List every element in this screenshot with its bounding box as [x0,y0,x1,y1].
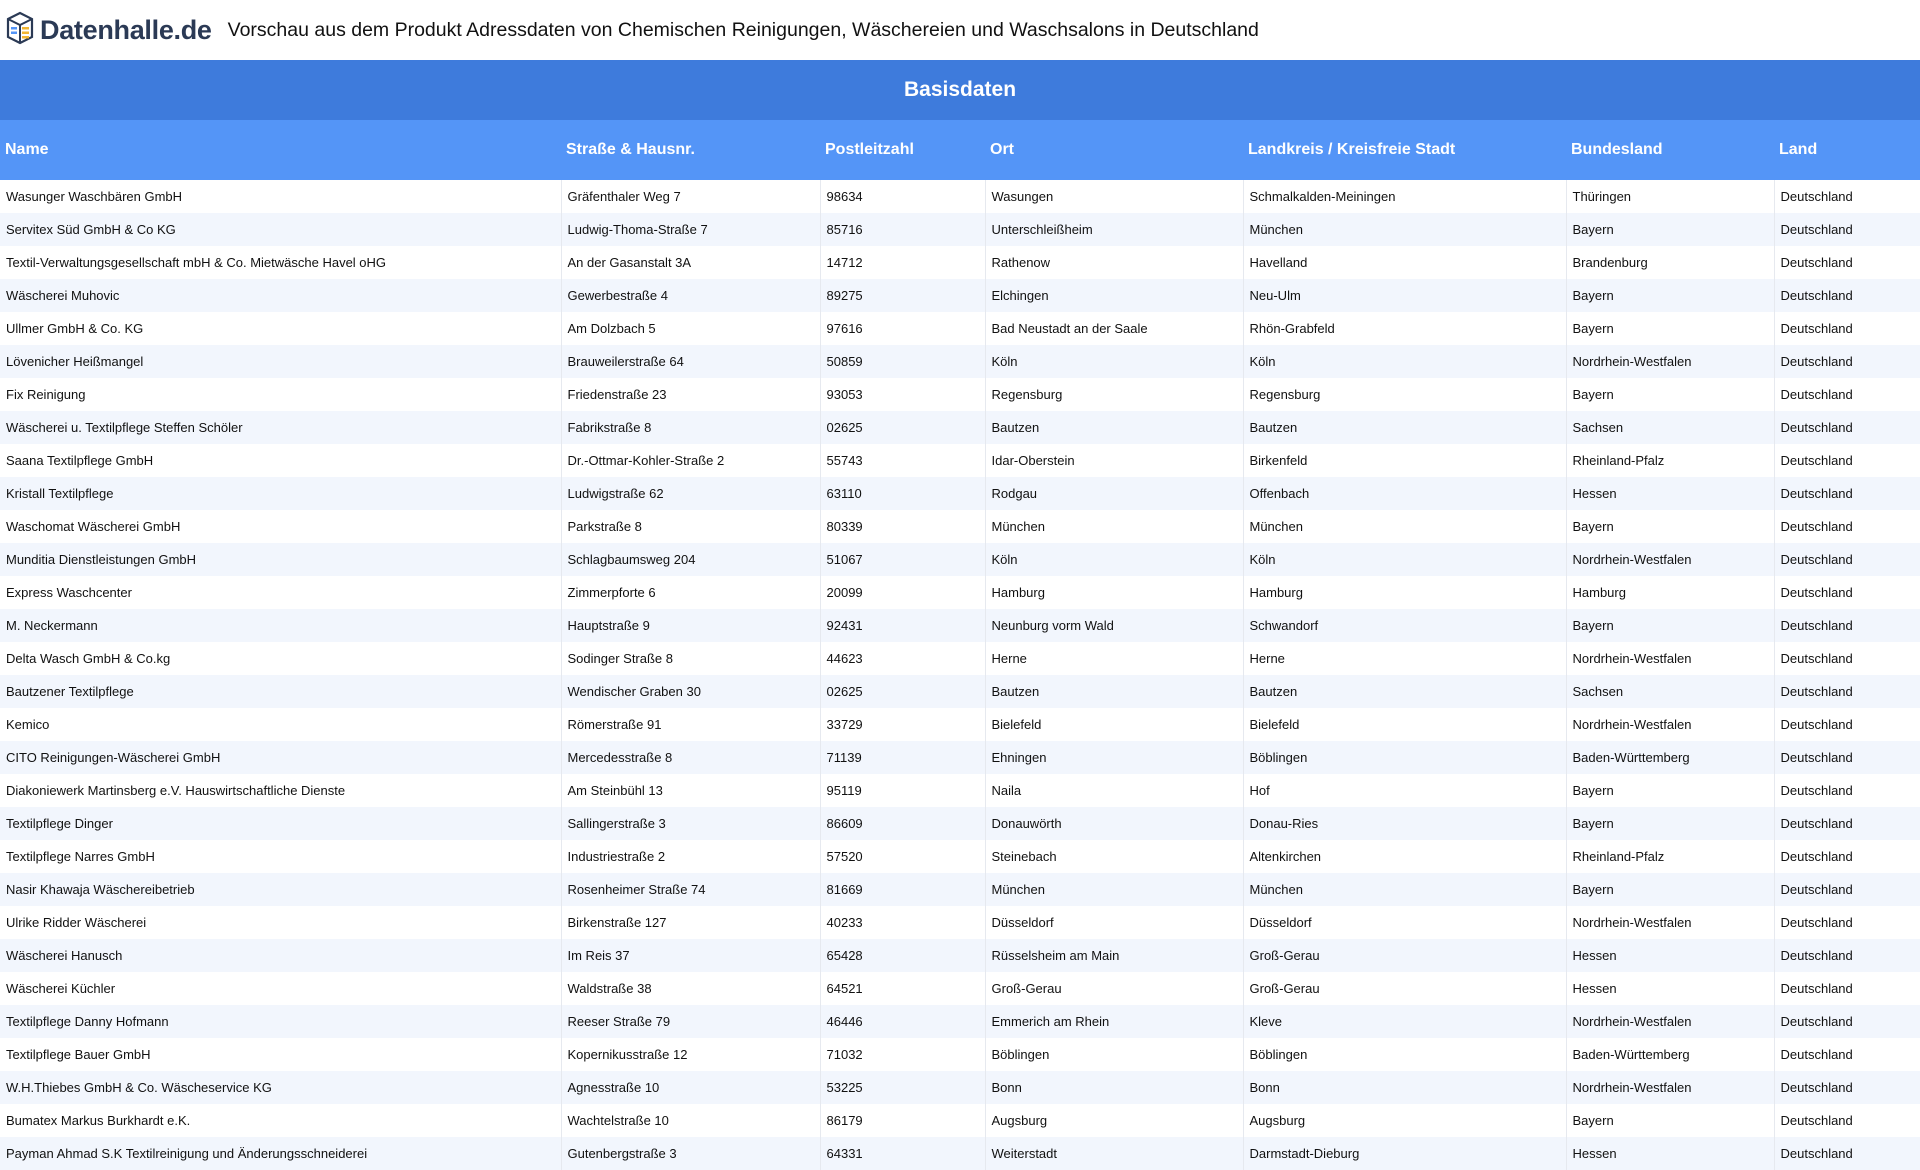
cell-country: Deutschland [1774,477,1920,510]
table-row [0,246,1920,279]
cell-postal-code: 71139 [820,741,985,774]
cell-name: Fix Reinigung [0,378,561,411]
cell-street: Wachtelstraße 10 [561,1104,820,1137]
cell-state: Nordrhein-Westfalen [1566,543,1774,576]
column-header-postal-code[interactable]: Postleitzahl [820,120,985,180]
table-row [0,609,1920,642]
cell-country: Deutschland [1774,873,1920,906]
table-row [0,741,1920,774]
cell-country: Deutschland [1774,378,1920,411]
cell-state: Nordrhein-Westfalen [1566,642,1774,675]
top-bar [0,0,1920,60]
cell-state: Sachsen [1566,675,1774,708]
cell-postal-code: 53225 [820,1071,985,1104]
table-row [0,345,1920,378]
cell-state: Thüringen [1566,180,1774,213]
cell-state: Sachsen [1566,411,1774,444]
cell-name: Lövenicher Heißmangel [0,345,561,378]
cell-name: CITO Reinigungen-Wäscherei GmbH [0,741,561,774]
cell-state: Rheinland-Pfalz [1566,840,1774,873]
cell-state: Hessen [1566,1137,1774,1170]
cell-country: Deutschland [1774,807,1920,840]
cell-street: Waldstraße 38 [561,972,820,1005]
cell-name: Bumatex Markus Burkhardt e.K. [0,1104,561,1137]
column-header-state[interactable]: Bundesland [1566,120,1774,180]
cell-city: München [985,510,1243,543]
cell-country: Deutschland [1774,774,1920,807]
cell-state: Bayern [1566,609,1774,642]
cell-district: Altenkirchen [1243,840,1566,873]
cell-city: Elchingen [985,279,1243,312]
cell-postal-code: 98634 [820,180,985,213]
cell-state: Bayern [1566,807,1774,840]
cell-name: Diakoniewerk Martinsberg e.V. Hauswirtschaftliche Dienste [0,774,561,807]
table-row [0,873,1920,906]
cell-country: Deutschland [1774,246,1920,279]
table-row [0,774,1920,807]
cell-state: Brandenburg [1566,246,1774,279]
table-row [0,378,1920,411]
cell-street: Gräfenthaler Weg 7 [561,180,820,213]
cell-street: Kopernikusstraße 12 [561,1038,820,1071]
table-row [0,180,1920,213]
cell-city: München [985,873,1243,906]
cell-state: Baden-Württemberg [1566,741,1774,774]
cell-street: Ludwig-Thoma-Straße 7 [561,213,820,246]
cell-postal-code: 86179 [820,1104,985,1137]
cell-country: Deutschland [1774,741,1920,774]
cell-city: Rüsselsheim am Main [985,939,1243,972]
cell-street: Mercedesstraße 8 [561,741,820,774]
cell-postal-code: 63110 [820,477,985,510]
cell-city: Groß-Gerau [985,972,1243,1005]
cell-country: Deutschland [1774,312,1920,345]
cell-postal-code: 14712 [820,246,985,279]
cell-postal-code: 65428 [820,939,985,972]
cell-postal-code: 02625 [820,675,985,708]
cell-postal-code: 51067 [820,543,985,576]
cell-state: Hamburg [1566,576,1774,609]
cell-name: Servitex Süd GmbH & Co KG [0,213,561,246]
cell-street: Sodinger Straße 8 [561,642,820,675]
cell-district: Böblingen [1243,1038,1566,1071]
cell-state: Bayern [1566,1104,1774,1137]
cell-district: Köln [1243,345,1566,378]
cell-district: Havelland [1243,246,1566,279]
cell-street: Sallingerstraße 3 [561,807,820,840]
cell-name: Kristall Textilpflege [0,477,561,510]
cell-name: Wäscherei Muhovic [0,279,561,312]
cell-name: Textil-Verwaltungsgesellschaft mbH & Co. Mietwäsche Havel oHG [0,246,561,279]
database-icon [5,11,35,50]
cell-state: Bayern [1566,378,1774,411]
cell-city: Bielefeld [985,708,1243,741]
cell-street: Im Reis 37 [561,939,820,972]
cell-postal-code: 55743 [820,444,985,477]
cell-city: Neunburg vorm Wald [985,609,1243,642]
cell-country: Deutschland [1774,609,1920,642]
cell-name: Kemico [0,708,561,741]
cell-street: Friedenstraße 23 [561,378,820,411]
table-row [0,807,1920,840]
cell-country: Deutschland [1774,1005,1920,1038]
table-row [0,840,1920,873]
cell-district: München [1243,213,1566,246]
cell-state: Nordrhein-Westfalen [1566,906,1774,939]
table-row [0,939,1920,972]
cell-state: Bayern [1566,312,1774,345]
cell-district: Regensburg [1243,378,1566,411]
cell-state: Nordrhein-Westfalen [1566,345,1774,378]
cell-country: Deutschland [1774,1038,1920,1071]
table-row [0,1005,1920,1038]
cell-postal-code: 64331 [820,1137,985,1170]
cell-name: Delta Wasch GmbH & Co.kg [0,642,561,675]
cell-name: Saana Textilpflege GmbH [0,444,561,477]
cell-postal-code: 44623 [820,642,985,675]
cell-district: Groß-Gerau [1243,972,1566,1005]
cell-city: Augsburg [985,1104,1243,1137]
table-row [0,543,1920,576]
cell-state: Bayern [1566,279,1774,312]
table-row [0,411,1920,444]
cell-district: Düsseldorf [1243,906,1566,939]
cell-district: Bonn [1243,1071,1566,1104]
cell-country: Deutschland [1774,906,1920,939]
cell-street: Rosenheimer Straße 74 [561,873,820,906]
cell-country: Deutschland [1774,708,1920,741]
cell-district: Darmstadt-Dieburg [1243,1137,1566,1170]
cell-country: Deutschland [1774,543,1920,576]
cell-district: Kleve [1243,1005,1566,1038]
column-header-country[interactable]: Land [1774,120,1920,180]
cell-district: München [1243,510,1566,543]
cell-district: Bautzen [1243,675,1566,708]
cell-postal-code: 97616 [820,312,985,345]
cell-district: Schmalkalden-Meiningen [1243,180,1566,213]
cell-street: Schlagbaumsweg 204 [561,543,820,576]
cell-state: Hessen [1566,972,1774,1005]
cell-street: Römerstraße 91 [561,708,820,741]
cell-name: Textilpflege Dinger [0,807,561,840]
cell-street: Industriestraße 2 [561,840,820,873]
cell-street: Dr.-Ottmar-Kohler-Straße 2 [561,444,820,477]
cell-country: Deutschland [1774,411,1920,444]
cell-name: Textilpflege Narres GmbH [0,840,561,873]
cell-country: Deutschland [1774,939,1920,972]
table-row [0,1104,1920,1137]
cell-country: Deutschland [1774,972,1920,1005]
cell-postal-code: 57520 [820,840,985,873]
cell-state: Baden-Württemberg [1566,1038,1774,1071]
cell-country: Deutschland [1774,675,1920,708]
cell-district: Köln [1243,543,1566,576]
cell-street: Reeser Straße 79 [561,1005,820,1038]
cell-street: Am Steinbühl 13 [561,774,820,807]
cell-street: Birkenstraße 127 [561,906,820,939]
cell-country: Deutschland [1774,510,1920,543]
cell-postal-code: 89275 [820,279,985,312]
cell-postal-code: 85716 [820,213,985,246]
cell-district: Augsburg [1243,1104,1566,1137]
cell-state: Bayern [1566,510,1774,543]
cell-country: Deutschland [1774,279,1920,312]
cell-city: Donauwörth [985,807,1243,840]
cell-name: Wasunger Waschbären GmbH [0,180,561,213]
table-row [0,642,1920,675]
cell-city: Wasungen [985,180,1243,213]
cell-city: Naila [985,774,1243,807]
cell-street: Fabrikstraße 8 [561,411,820,444]
logo-text: Datenhalle.de [40,14,212,45]
cell-postal-code: 71032 [820,1038,985,1071]
column-header-name[interactable]: Name [0,120,561,180]
table-row [0,1137,1920,1170]
cell-city: Bautzen [985,675,1243,708]
cell-country: Deutschland [1774,444,1920,477]
cell-country: Deutschland [1774,213,1920,246]
cell-name: Munditia Dienstleistungen GmbH [0,543,561,576]
table-row [0,312,1920,345]
cell-state: Rheinland-Pfalz [1566,444,1774,477]
cell-street: Ludwigstraße 62 [561,477,820,510]
cell-district: München [1243,873,1566,906]
cell-city: Bad Neustadt an der Saale [985,312,1243,345]
cell-city: Unterschleißheim [985,213,1243,246]
cell-district: Bautzen [1243,411,1566,444]
cell-street: An der Gasanstalt 3A [561,246,820,279]
table-row [0,675,1920,708]
table-row [0,477,1920,510]
cell-city: Hamburg [985,576,1243,609]
table-row [0,510,1920,543]
cell-name: Wäscherei u. Textilpflege Steffen Schöler [0,411,561,444]
cell-street: Parkstraße 8 [561,510,820,543]
cell-state: Nordrhein-Westfalen [1566,708,1774,741]
cell-street: Agnesstraße 10 [561,1071,820,1104]
table-row [0,708,1920,741]
cell-postal-code: 81669 [820,873,985,906]
cell-country: Deutschland [1774,1071,1920,1104]
table-row [0,1071,1920,1104]
group-header: Basisdaten [0,60,1920,120]
cell-postal-code: 92431 [820,609,985,642]
cell-district: Donau-Ries [1243,807,1566,840]
cell-name: Textilpflege Danny Hofmann [0,1005,561,1038]
cell-postal-code: 50859 [820,345,985,378]
cell-postal-code: 46446 [820,1005,985,1038]
cell-street: Zimmerpforte 6 [561,576,820,609]
cell-country: Deutschland [1774,345,1920,378]
cell-state: Bayern [1566,774,1774,807]
cell-street: Am Dolzbach 5 [561,312,820,345]
cell-city: Steinebach [985,840,1243,873]
table-row [0,444,1920,477]
cell-district: Bielefeld [1243,708,1566,741]
cell-name: Payman Ahmad S.K Textilreinigung und Änderungsschneiderei [0,1137,561,1170]
cell-district: Groß-Gerau [1243,939,1566,972]
cell-city: Köln [985,345,1243,378]
cell-country: Deutschland [1774,180,1920,213]
cell-name: Nasir Khawaja Wäschereibetrieb [0,873,561,906]
cell-state: Nordrhein-Westfalen [1566,1005,1774,1038]
cell-district: Schwandorf [1243,609,1566,642]
cell-district: Offenbach [1243,477,1566,510]
cell-name: Ullmer GmbH & Co. KG [0,312,561,345]
cell-state: Bayern [1566,213,1774,246]
cell-name: Bautzener Textilpflege [0,675,561,708]
table-row [0,906,1920,939]
cell-street: Wendischer Graben 30 [561,675,820,708]
cell-country: Deutschland [1774,1104,1920,1137]
table-row [0,972,1920,1005]
column-header-street[interactable]: Straße & Hausnr. [561,120,820,180]
table-row [0,576,1920,609]
cell-street: Gutenbergstraße 3 [561,1137,820,1170]
table-row [0,279,1920,312]
cell-city: Bonn [985,1071,1243,1104]
cell-name: M. Neckermann [0,609,561,642]
cell-postal-code: 80339 [820,510,985,543]
cell-state: Bayern [1566,873,1774,906]
cell-postal-code: 64521 [820,972,985,1005]
cell-street: Brauweilerstraße 64 [561,345,820,378]
cell-postal-code: 33729 [820,708,985,741]
cell-street: Hauptstraße 9 [561,609,820,642]
cell-city: Idar-Oberstein [985,444,1243,477]
cell-name: Express Waschcenter [0,576,561,609]
cell-street: Gewerbestraße 4 [561,279,820,312]
cell-name: Wäscherei Hanusch [0,939,561,972]
cell-state: Nordrhein-Westfalen [1566,1071,1774,1104]
cell-city: Köln [985,543,1243,576]
cell-district: Rhön-Grabfeld [1243,312,1566,345]
cell-state: Hessen [1566,477,1774,510]
cell-city: Düsseldorf [985,906,1243,939]
cell-city: Rathenow [985,246,1243,279]
cell-city: Regensburg [985,378,1243,411]
cell-city: Weiterstadt [985,1137,1243,1170]
cell-city: Ehningen [985,741,1243,774]
cell-country: Deutschland [1774,1137,1920,1170]
cell-state: Hessen [1566,939,1774,972]
cell-postal-code: 40233 [820,906,985,939]
cell-country: Deutschland [1774,642,1920,675]
cell-district: Hamburg [1243,576,1566,609]
cell-district: Böblingen [1243,741,1566,774]
page-title: Vorschau aus dem Produkt Adressdaten von Chemischen Reinigungen, Wäschereien und Waschsalons in Deutschland [227,18,1259,41]
cell-name: W.H.Thiebes GmbH & Co. Wäscheservice KG [0,1071,561,1104]
cell-postal-code: 20099 [820,576,985,609]
cell-name: Wäscherei Küchler [0,972,561,1005]
cell-city: Emmerich am Rhein [985,1005,1243,1038]
cell-name: Waschomat Wäscherei GmbH [0,510,561,543]
cell-postal-code: 02625 [820,411,985,444]
cell-postal-code: 86609 [820,807,985,840]
table-row [0,1038,1920,1071]
column-header-city[interactable]: Ort [985,120,1243,180]
cell-name: Ulrike Ridder Wäscherei [0,906,561,939]
cell-district: Herne [1243,642,1566,675]
cell-district: Hof [1243,774,1566,807]
cell-country: Deutschland [1774,576,1920,609]
cell-city: Rodgau [985,477,1243,510]
cell-country: Deutschland [1774,840,1920,873]
table-row [0,213,1920,246]
column-header-district[interactable]: Landkreis / Kreisfreie Stadt [1243,120,1566,180]
cell-city: Herne [985,642,1243,675]
cell-postal-code: 95119 [820,774,985,807]
cell-district: Neu-Ulm [1243,279,1566,312]
cell-name: Textilpflege Bauer GmbH [0,1038,561,1071]
cell-city: Böblingen [985,1038,1243,1071]
cell-postal-code: 93053 [820,378,985,411]
cell-city: Bautzen [985,411,1243,444]
logo[interactable] [5,11,212,50]
data-table [0,60,1920,1170]
cell-district: Birkenfeld [1243,444,1566,477]
